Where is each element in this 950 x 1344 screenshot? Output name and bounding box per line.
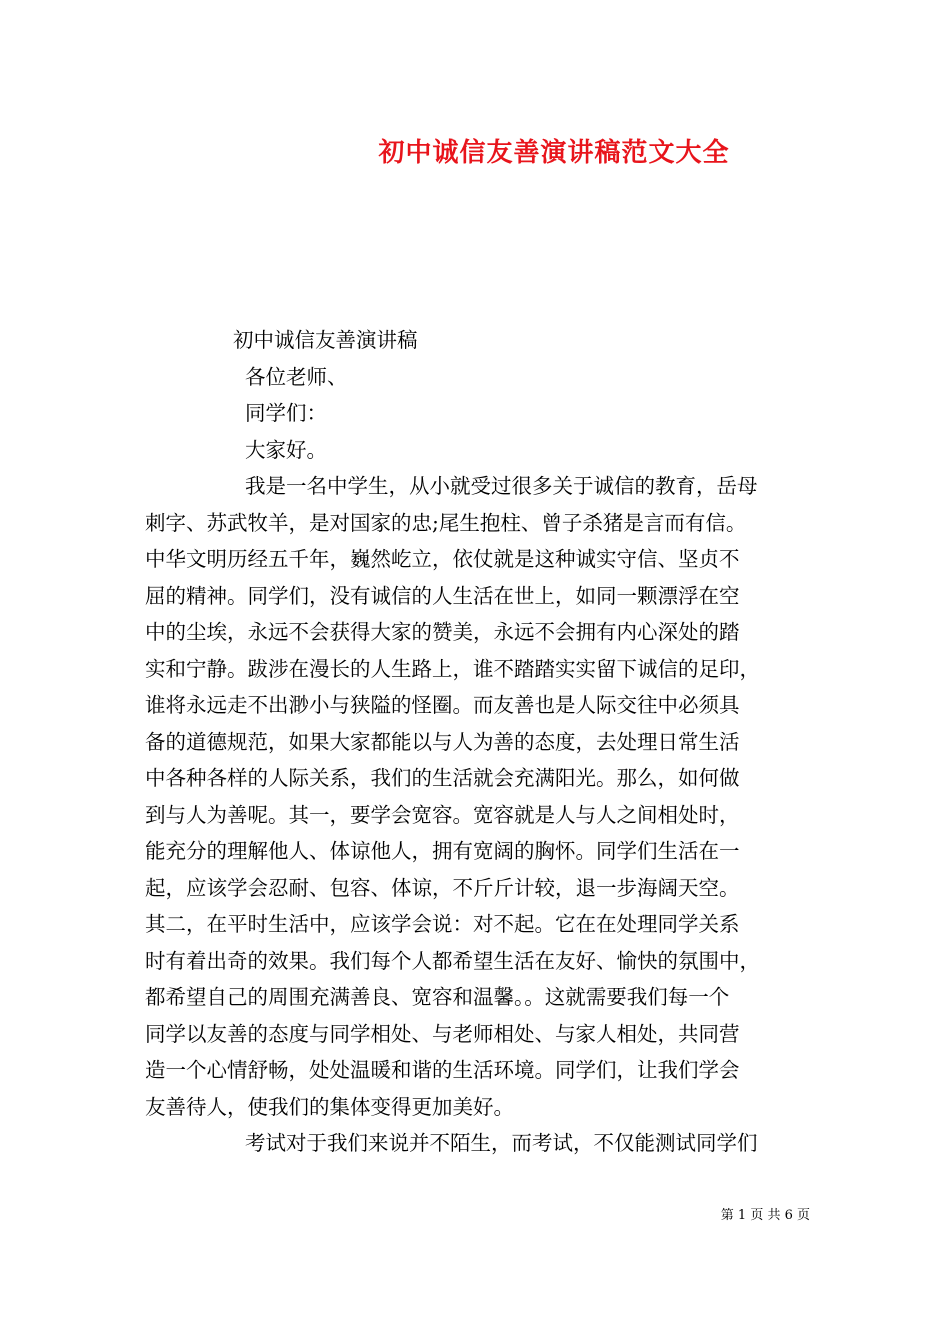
document-title: 初中诚信友善演讲稿范文大全 <box>378 138 730 168</box>
paragraph-line: 时有着出奇的效果。我们每个人都希望生活在友好、愉快的氛围中， <box>145 948 760 973</box>
salutation-students: 同学们： <box>245 401 327 425</box>
paragraph-line: 中各种各样的人际关系，我们的生活就会充满阳光。那么，如何做 <box>145 766 740 790</box>
paragraph-line: 其二，在平时生活中，应该学会说：对不起。它在在处理同学关系 <box>145 912 740 936</box>
paragraph-line: 我是一名中学生，从小就受过很多关于诚信的教育，岳母 <box>245 474 758 498</box>
greeting: 大家好。 <box>245 437 327 462</box>
salutation-teachers: 各位老师、 <box>245 364 348 389</box>
document-body <box>145 322 810 1162</box>
paragraph-line: 中华文明历经五千年，巍然屹立，依仗就是这种诚实守信、坚贞不 <box>145 547 740 571</box>
paragraph-line: 友善待人，使我们的集体变得更加美好。 <box>145 1094 514 1119</box>
paragraph-line: 实和宁静。跋涉在漫长的人生路上，谁不踏踏实实留下诚信的足印， <box>145 656 760 681</box>
paragraph-line: 到与人为善呢。其一，要学会宽容。宽容就是人与人之间相处时， <box>145 802 740 827</box>
paragraph-line: 备的道德规范，如果大家都能以与人为善的态度，去处理日常生活 <box>145 729 740 754</box>
paragraph-line: 考试对于我们来说并不陌生，而考试，不仅能测试同学们 <box>245 1131 758 1155</box>
paragraph-line: 谁将永远走不出渺小与狭隘的怪圈。而友善也是人际交往中必须具 <box>145 693 740 717</box>
speech-heading: 初中诚信友善演讲稿 <box>233 328 418 352</box>
paragraph-line: 都希望自己的周围充满善良、宽容和温馨。。这就需要我们每一个 <box>145 985 730 1009</box>
paragraph-line: 屈的精神。同学们，没有诚信的人生活在世上，如同一颗漂浮在空 <box>145 583 740 608</box>
paragraph-line: 刺字、苏武牧羊，是对国家的忠;尾生抱柱、曾子杀猪是言而有信。 <box>145 510 747 535</box>
paragraph-line: 造一个心情舒畅，处处温暖和谐的生活环境。同学们，让我们学会 <box>145 1058 740 1082</box>
paragraph-line: 同学以友善的态度与同学相处、与老师相处、与家人相处，共同营 <box>145 1021 740 1046</box>
paragraph-line: 能充分的理解他人、体谅他人，拥有宽阔的胸怀。同学们生活在一 <box>145 839 740 863</box>
paragraph-line: 中的尘埃，永远不会获得大家的赞美，永远不会拥有内心深处的踏 <box>145 620 740 644</box>
paragraph-line: 起，应该学会忍耐、包容、体谅，不斤斤计较，退一步海阔天空。 <box>145 875 740 900</box>
page-number-footer: 第 1 页 共 6 页 <box>720 1208 810 1223</box>
